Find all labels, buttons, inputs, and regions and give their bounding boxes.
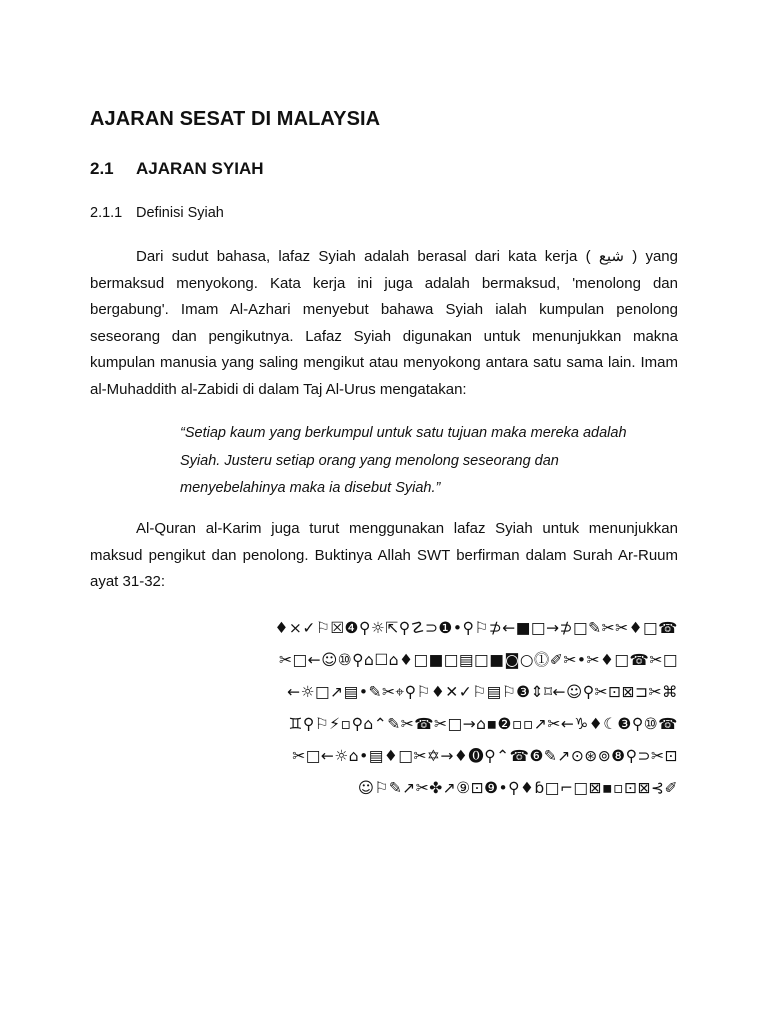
verse-line-2: ✂□←☺⑩⚲⌂☐⌂♦□■□▤□■◙○⓵✐✂•✂♦□☎✂□ <box>278 651 678 669</box>
verse-line-1: ♦×✓⚐☒❹⚲☼⇱⚲☡⊃❶•⚲⚐⊅←■□→⊅□✎✂✂♦□☎ <box>274 619 678 637</box>
paragraph-quran: Al-Quran al-Karim juga turut menggunakan lafaz Syiah untuk menunjukkan maksud pengikut dan penolong. Buktinya Allah SWT berfirman dalam Surah Ar-Ruum ayat 31-32: <box>90 520 678 591</box>
quote-line-3: menyebelahinya maka ia disebut Syiah.” <box>180 480 441 496</box>
block-quote <box>180 420 660 503</box>
verse-text-block <box>178 612 678 804</box>
verse-line-4: ♊⚲⚐⚡▫⚲⌂⌃✎✂☎✂□→⌂▪❷▫▫↗✂←♑♦☾❸⚲⑩☎ <box>288 715 678 733</box>
quote-line-1: “Setiap kaum yang berkumpul untuk satu tujuan maka mereka adalah <box>180 425 627 441</box>
verse-line-3: ←☼□↗▤•✎✂⌖⚲⚐♦✕✓⚐▤⚐❸⇕⌑←☺⚲✂⊡⊠⊐✂⌘ <box>287 683 678 701</box>
subsection-title: Definisi Syiah <box>136 205 224 221</box>
verse-line-5: ✂□←☼⌂•▤♦□✂✡→♦⓿⚲⌃☎❻✎↗⊙⊛⊚❽⚲⊃✂⊡ <box>292 747 678 765</box>
section-number: 2.1 <box>90 159 114 178</box>
document-title: AJARAN SESAT DI MALAYSIA <box>90 108 381 130</box>
paragraph-definition: Dari sudut bahasa, lafaz Syiah adalah berasal dari kata kerja ( شيع ) yang bermaksud menyokong. Kata kerja ini juga adalah bermaksud, 'menolong dan bergabung'. Imam Al-Azhari menyebut bahawa Syiah ialah kumpulan penolong seseorang dan pengikutnya. Lafaz Syiah digunakan untuk menunjukkan makna kumpulan manusia yang saling mengikut atau menyokong antara satu sama lain. Imam al-Muhaddith al-Zabidi di dalam Taj Al-Urus mengatakan: <box>90 248 678 398</box>
section-heading <box>90 159 264 179</box>
subsection-heading <box>90 205 224 221</box>
subsection-number: 2.1.1 <box>90 205 123 221</box>
verse-line-6: ☺⚐✎↗✂✤↗⑨⊡❾•⚲♦ɓ□⌐□⊠▪▫⊡⊠⊰✐ <box>357 779 678 797</box>
section-title: AJARAN SYIAH <box>136 159 264 178</box>
quote-line-2: Syiah. Justeru setiap orang yang menolong seseorang dan <box>180 452 559 469</box>
